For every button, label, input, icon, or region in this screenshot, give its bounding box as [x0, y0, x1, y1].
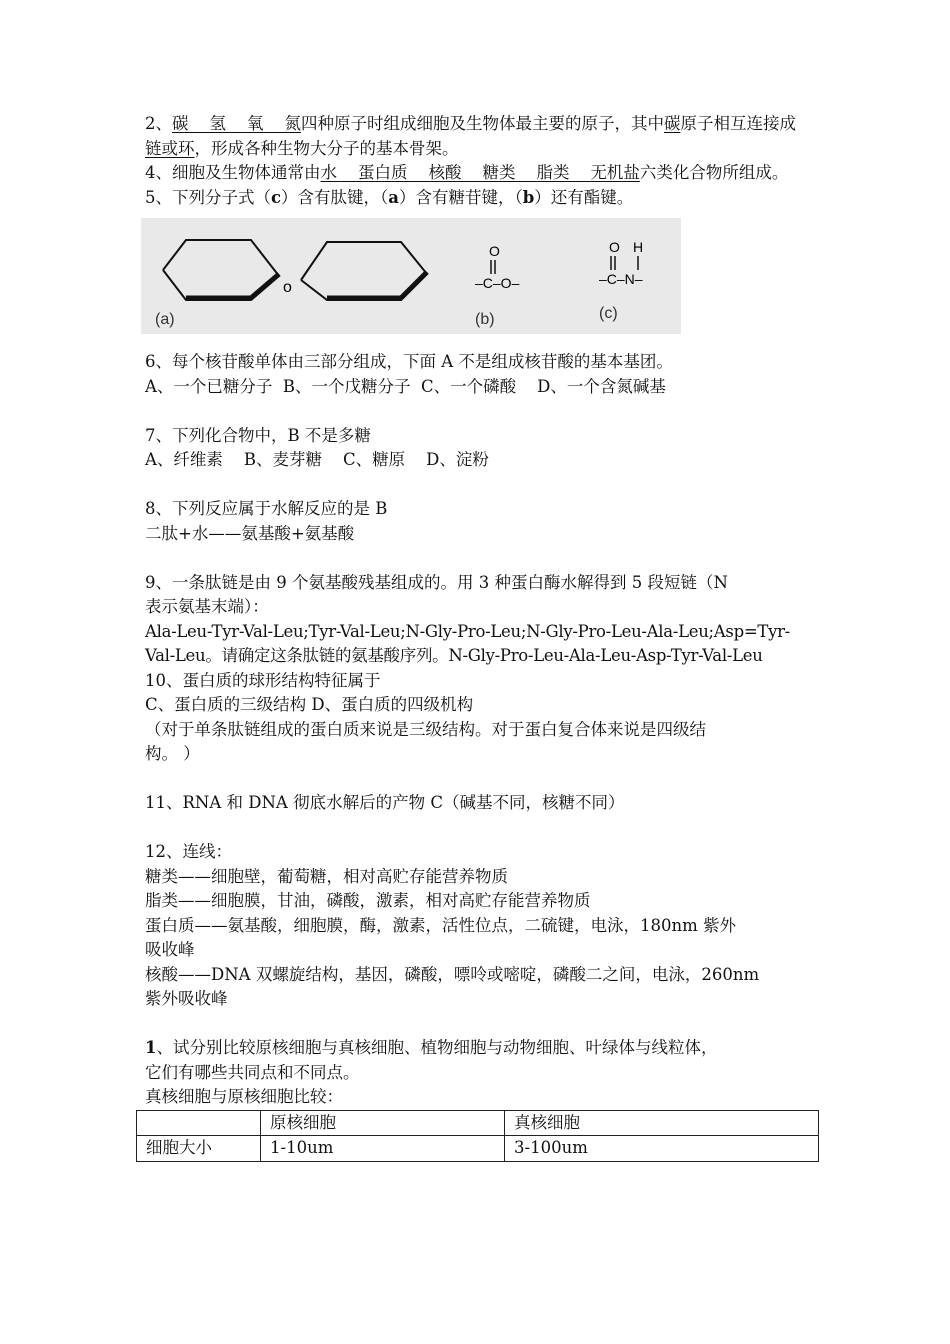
- label-a: (a): [155, 311, 175, 328]
- q6-question: 6、每个核苷酸单体由三部分组成，下面 A 不是组成核苷酸的基本基团。: [145, 352, 673, 371]
- s1-line3: 真核细胞与原核细胞比较：: [145, 1087, 343, 1106]
- q2-number: 2、: [145, 114, 172, 133]
- table-cell: 1-10um: [261, 1136, 505, 1162]
- ring-left: [163, 240, 279, 300]
- item-protein: 蛋白质: [357, 163, 408, 182]
- c-formula: –C–N–: [599, 271, 643, 287]
- spacer: [145, 767, 810, 792]
- q8-question: 8、下列反应属于水解反应的是 B: [145, 499, 388, 518]
- q5-end: ）还有酯键。: [534, 187, 634, 207]
- q9-line2: 表示氨基末端）：: [145, 597, 269, 616]
- q6-options: A、一个已糖分子 B、一个戊糖分子 C、一个磷酸 D、一个含氮碱基: [145, 376, 666, 396]
- q9-line3: Ala-Leu-Tyr-Val-Leu;Tyr-Val-Leu;N-Gly-Pro-Leu;N-Gly-Pro-Leu-Ala-Leu;Asp=Tyr-: [145, 621, 790, 641]
- spacer: [145, 546, 810, 571]
- q12-line-sugar: 糖类——细胞壁，葡萄糖，相对高贮存能营养物质: [145, 866, 508, 886]
- table-header-cell: [137, 1110, 261, 1136]
- q12-line-protein: 蛋白质——氨基酸，细胞膜，酶，激素，活性位点，二硫键，电泳，180nm 紫外: [145, 915, 737, 935]
- q10-options: C、蛋白质的三级结构 D、蛋白质的四级机构: [145, 695, 474, 714]
- table-row: [137, 1136, 819, 1162]
- table-cell: 细胞大小: [137, 1136, 261, 1162]
- s1-text1: 、试分别比较原核细胞与真核细胞、植物细胞与动物细胞、叶绿体与线粒体，: [156, 1038, 718, 1057]
- q8-answer: 二肽+水——氨基酸+氨基酸: [145, 523, 355, 543]
- q12-line-protein-cont: 吸收峰: [145, 940, 195, 959]
- molecule-svg: [141, 218, 681, 334]
- s1-line2: 它们有哪些共同点和不同点。: [145, 1062, 360, 1082]
- molecule-figure: [141, 218, 681, 334]
- spacer: [145, 816, 810, 841]
- label-c: (c): [599, 305, 618, 322]
- q7-options: A、纤维素 B、麦芽糖 C、糖原 D、淀粉: [145, 450, 489, 469]
- q12-line-lipid: 脂类——细胞膜，甘油，磷酸，激素，相对高贮存能营养物质: [145, 891, 591, 910]
- q2-atoms: [172, 114, 301, 133]
- q12-title: 12、连线：: [145, 842, 232, 861]
- c-hydrogen: H: [633, 239, 644, 255]
- q4-paragraph: [145, 161, 810, 186]
- q10-question: 10、蛋白质的球形结构特征属于: [145, 670, 381, 690]
- q11-text: 11、RNA 和 DNA 彻底水解后的产物 C（碱基不同，核糖不同）: [145, 793, 625, 812]
- q12-line-nucleic: 核酸——DNA 双螺旋结构，基因，磷酸，嘌呤或嘧啶，磷酸二之间，电泳，260nm: [145, 964, 760, 984]
- item-water: 水: [320, 163, 337, 182]
- ring-o: o: [283, 279, 292, 296]
- c-oxygen: O: [609, 239, 620, 255]
- atom-n: 氮: [284, 114, 301, 133]
- q9-line1: 9、一条肽链是由 9 个氨基酸残基组成的。用 3 种蛋白酶水解得到 5 段短链（N: [145, 572, 728, 592]
- table-cell: 3-100um: [505, 1136, 819, 1162]
- item-sugar: 糖类: [482, 163, 516, 182]
- spacer: [145, 399, 810, 424]
- q5-c: c: [271, 187, 282, 207]
- atom-c: 碳: [172, 114, 189, 133]
- q5-b: b: [522, 187, 535, 207]
- item-nucleic-acid: 核酸: [428, 163, 462, 182]
- table-header-cell: 真核细胞: [505, 1110, 819, 1136]
- q4-items: [321, 163, 640, 182]
- b-oxygen: O: [489, 243, 500, 259]
- q7-question: 7、下列化合物中，B 不是多糖: [145, 425, 371, 445]
- s1-number: 1: [145, 1038, 157, 1057]
- item-lipid: 脂类: [536, 163, 570, 182]
- atom-o: 氧: [246, 114, 264, 133]
- q4-text1: 细胞及生物体通常由: [172, 163, 321, 182]
- spacer: [145, 473, 810, 498]
- q4-number: 4、: [145, 163, 172, 182]
- q12-line-nucleic-cont: 紫外吸收峰: [145, 989, 228, 1008]
- ring-right: [301, 242, 427, 300]
- q5-mid1: ）含有肽键，（: [281, 187, 389, 207]
- q2-paragraph: [145, 112, 810, 161]
- q5-paragraph: [145, 186, 810, 211]
- q10-note2: 构。 ）: [145, 744, 200, 763]
- q4-text2: 六类化合物所组成。: [639, 163, 789, 182]
- q2-carbon: 碳: [663, 114, 681, 133]
- q5-pre: 5、下列分子式（: [145, 187, 271, 207]
- q2-text3: ，形成各种生物大分子的基本骨架。: [194, 138, 459, 158]
- q5-a: a: [388, 187, 399, 207]
- s1-line1: [145, 1036, 810, 1061]
- q2-chain: 链或环: [145, 138, 195, 158]
- document-page: [145, 112, 810, 1162]
- b-formula: –C–O–: [475, 275, 520, 291]
- q2-text2: 原子相互连接成: [680, 114, 796, 133]
- q9-line4: Val-Leu。请确定这条肽链的氨基酸序列。N-Gly-Pro-Leu-Ala-Leu-Asp-Tyr-Val-Leu: [145, 646, 763, 665]
- comparison-table: [136, 1110, 819, 1162]
- spacer: [145, 1012, 810, 1037]
- table-header-cell: 原核细胞: [261, 1110, 505, 1136]
- q10-note1: （对于单条肽链组成的蛋白质来说是三级结构。对于蛋白复合体来说是四级结: [145, 719, 706, 739]
- q5-mid2: ）含有糖苷键，（: [399, 187, 523, 207]
- atom-h: 氢: [209, 114, 226, 133]
- q2-text1: 四种原子时组成细胞及生物体最主要的原子，其中: [300, 114, 664, 133]
- label-b: (b): [475, 311, 495, 328]
- table-header-row: [137, 1110, 819, 1136]
- item-salt: 无机盐: [590, 163, 640, 182]
